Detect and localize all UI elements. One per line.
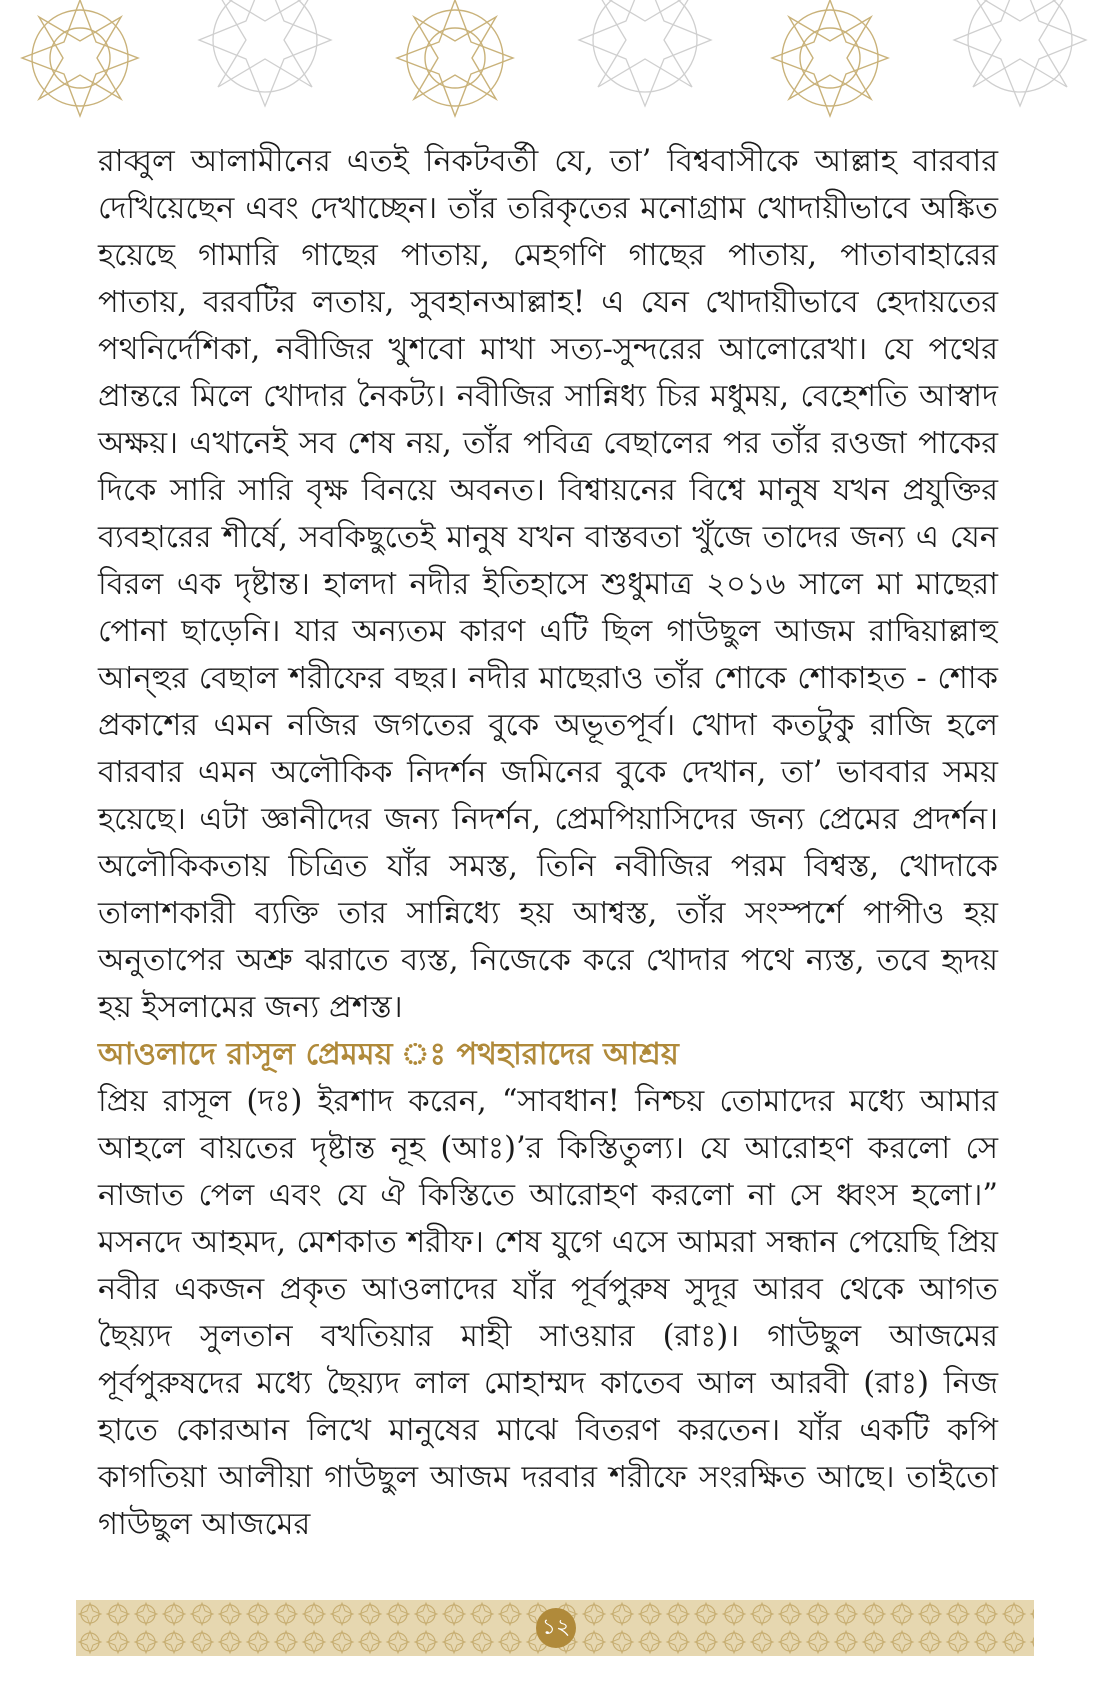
page-text <box>98 138 998 1548</box>
section-heading: আওলাদে রাসূল প্রেমময় ঃ পথহারাদের আশ্রয় <box>98 1036 679 1072</box>
top-ornament <box>0 0 1100 135</box>
body-paragraph: প্রিয় রাসূল (দঃ) ইরশাদ করেন, “সাবধান! নিশ্চয় তোমাদের মধ্যে আমার আহলে বায়তের দৃষ্টান্ত নূহ (আঃ)’র কিস্তিতুল্য। যে আরোহণ করলো সে নাজাত পেল এবং যে ঐ কিস্তিতে আরোহণ করলো না সে ধ্বংস হলো।” মসনদে আহমদ, মেশকাত শরীফ। শেষ যুগে এসে আমরা সন্ধান পেয়েছি প্রিয় নবীর একজন প্রকৃত আওলাদের যাঁর পূর্বপুরুষ সুদূর আরব থেকে আগত ছৈয়্যদ সুলতান বখতিয়ার মাহী সাওয়ার (রাঃ)। গাউছুল আজমের পূর্বপুরুষদের মধ্যে ছৈয়্যদ লাল মোহাম্মদ কাতেব আল আরবী (রাঃ) নিজ হাতে কোরআন লিখে মানুষের মাঝে বিতরণ করতেন। যাঁর একটি কপি কাগতিয়া আলীয়া গাউছুল আজম দরবার শরীফে সংরক্ষিত আছে। তাইতো গাউছুল আজমের <box>98 1084 998 1542</box>
page-number: ১২ <box>536 1608 576 1648</box>
body-paragraph: রাব্বুল আলামীনের এতই নিকটবর্তী যে, তা’ বিশ্ববাসীকে আল্লাহ বারবার দেখিয়েছেন এবং দেখাচ্ছেন। তাঁর তরিকৃতের মনোগ্রাম খোদায়ীভাবে অঙ্কিত হয়েছে গামারি গাছের পাতায়, মেহগণি গাছের পাতায়, পাতাবাহারের পাতায়, বরবটির লতায়, সুবহানআল্লাহ! এ যেন খোদায়ীভাবে হেদায়তের পথনির্দেশিকা, নবীজির খুশবো মাখা সত্য-সুন্দরের আলোরেখা। যে পথের প্রান্তরে মিলে খোদার নৈকট্য। নবীজির সান্নিধ্য চির মধুময়, বেহেশতি আস্বাদ অক্ষয়। এখানেই সব শেষ নয়, তাঁর পবিত্র বেছালের পর তাঁর রওজা পাকের দিকে সারি সারি বৃক্ষ বিনয়ে অবনত। বিশ্বায়নের বিশ্বে মানুষ যখন প্রযুক্তির ব্যবহারের শীর্ষে, সবকিছুতেই মানুষ যখন বাস্তবতা খুঁজে তাদের জন্য এ যেন বিরল এক দৃষ্টান্ত। হালদা নদীর ইতিহাসে শুধুমাত্র ২০১৬ সালে মা মাছেরা পোনা ছাড়েনি। যার অন্যতম কারণ এটি ছিল গাউছুল আজম রাদ্বিয়াল্লাহু আন্হুর বেছাল শরীফের বছর। নদীর মাছেরাও তাঁর শোকে শোকাহত - শোক প্রকাশের এমন নজির জগতের বুকে অভূতপূর্ব। খোদা কতটুকু রাজি হলে বারবার এমন অলৌকিক নিদর্শন জমিনের বুকে দেখান, তা’ ভাববার সময় হয়েছে। এটা জ্ঞানীদের জন্য নিদর্শন, প্রেমপিয়াসিদের জন্য প্রেমের প্রদর্শন। অলৌকিকতায় চিত্রিত যাঁর সমস্ত, তিনি নবীজির পরম বিশ্বস্ত, খোদাকে তালাশকারী ব্যক্তি তার সান্নিধ্যে হয় আশ্বস্ত, তাঁর সংস্পর্শে পাপীও হয় অনুতাপের অশ্রু ঝরাতে ব্যস্ত, নিজেকে করে খোদার পথে ন্যস্ত, তবে হৃদয় হয় ইসলামের জন্য প্রশস্ত। <box>98 144 998 1025</box>
